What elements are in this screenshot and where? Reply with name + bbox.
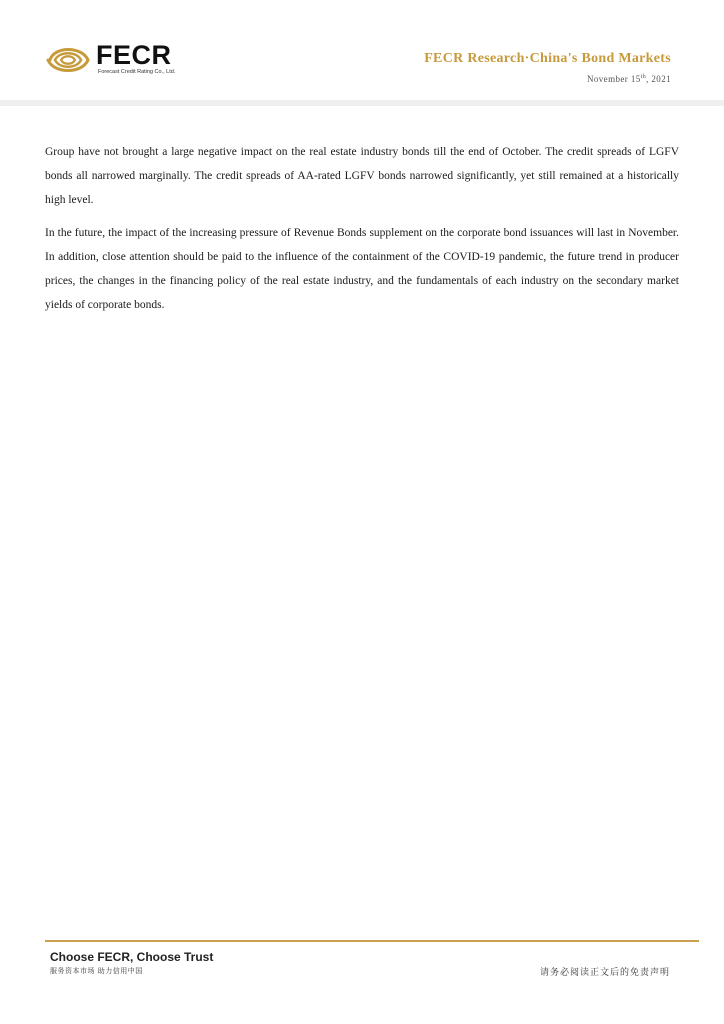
report-date-year: , 2021 bbox=[646, 74, 671, 84]
report-title: FECR Research·China's Bond Markets bbox=[424, 51, 671, 66]
report-body bbox=[45, 140, 679, 326]
report-date-ordinal: th bbox=[640, 74, 647, 80]
report-date bbox=[587, 74, 671, 84]
footer-disclaimer: 请务必阅读正文后的免责声明 bbox=[539, 968, 670, 978]
header-divider bbox=[0, 100, 724, 106]
logo-company-name: Forecast Credit Rating Co., Ltd. bbox=[98, 69, 176, 75]
body-paragraph: In the future, the impact of the increasing pressure of Revenue Bonds supplement on the corporate bond issuances will last in November. In addition, close attention should be paid to the influence of the containment of the COVID-19 pandemic, the future trend in producer prices, the changes in the financing policy of the real estate industry, and the fundamentals of each industry on the secondary market yields of corporate bonds. bbox=[45, 227, 679, 311]
page-header bbox=[0, 0, 724, 106]
report-date-main: November 15 bbox=[586, 74, 641, 84]
logo-wordmark: FECR bbox=[96, 40, 172, 70]
footer-slogan: Choose FECR, Choose Trust bbox=[50, 950, 214, 964]
fecr-logo bbox=[44, 40, 194, 82]
fecr-logo-icon bbox=[44, 40, 92, 80]
footer-divider bbox=[45, 940, 699, 942]
body-paragraph: Group have not brought a large negative impact on the real estate industry bonds till the end of October. The credit spreads of LGFV bonds all narrowed marginally. The credit spreads of AA-rated LGFV bonds narrowed significantly, yet still remained at a historically high level. bbox=[45, 146, 679, 206]
footer-slogan-chinese: 服务资本市场 助力信用中国 bbox=[50, 967, 143, 975]
